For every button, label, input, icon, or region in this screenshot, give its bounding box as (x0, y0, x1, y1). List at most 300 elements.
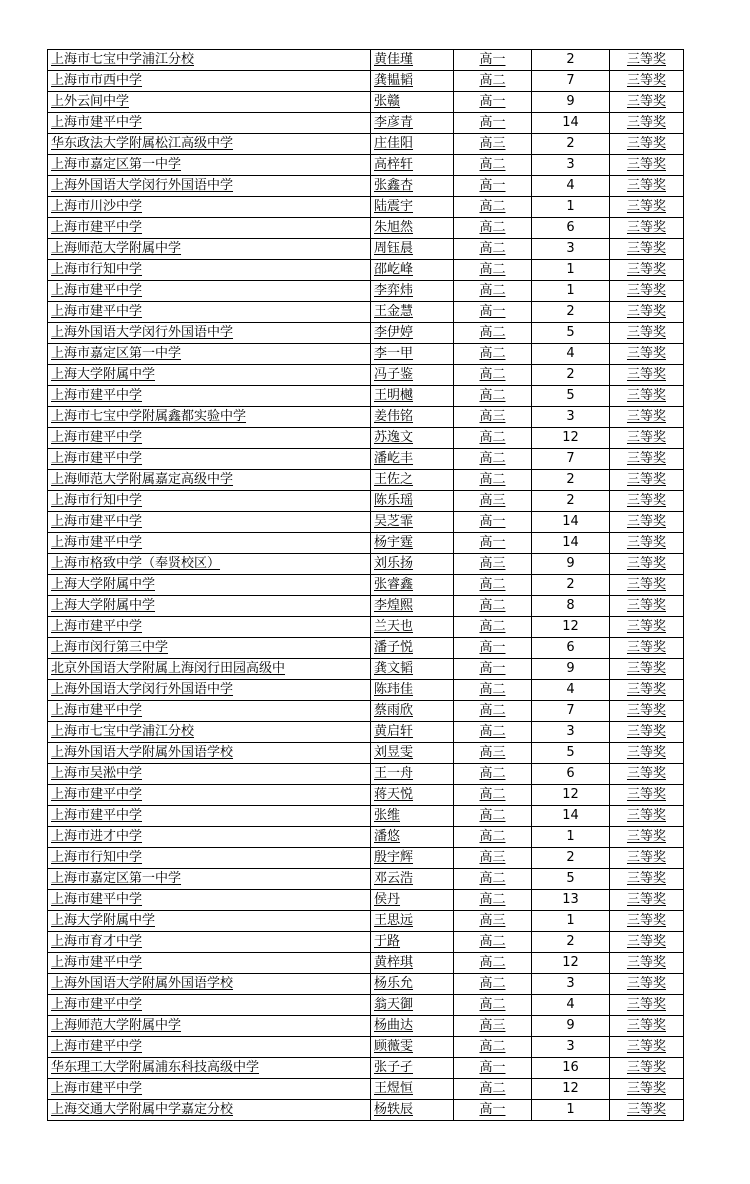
table-row (48, 638, 684, 659)
score-cell: 7 (532, 71, 610, 92)
grade-cell: 高二 (454, 323, 532, 344)
award-cell: 三等奖 (610, 1037, 684, 1058)
award-cell: 三等奖 (610, 617, 684, 638)
score-cell: 1 (532, 1100, 610, 1121)
school-cell: 上海市七宝中学附属鑫都实验中学 (48, 407, 371, 428)
table-row (48, 659, 684, 680)
award-cell: 三等奖 (610, 407, 684, 428)
score-cell: 4 (532, 995, 610, 1016)
award-cell: 三等奖 (610, 932, 684, 953)
table-row (48, 1016, 684, 1037)
school-cell: 上海外国语大学附属外国语学校 (48, 974, 371, 995)
score-cell: 3 (532, 1037, 610, 1058)
grade-cell: 高二 (454, 596, 532, 617)
award-cell: 三等奖 (610, 575, 684, 596)
school-cell: 上海市闵行第三中学 (48, 638, 371, 659)
table-row (48, 680, 684, 701)
grade-cell: 高一 (454, 1100, 532, 1121)
student-name-cell: 王煜恒 (371, 1079, 454, 1100)
school-cell: 华东政法大学附属松江高级中学 (48, 134, 371, 155)
award-cell: 三等奖 (610, 680, 684, 701)
school-cell: 上海市建平中学 (48, 218, 371, 239)
award-cell: 三等奖 (610, 1100, 684, 1121)
student-name-cell: 庄佳阳 (371, 134, 454, 155)
grade-cell: 高二 (454, 974, 532, 995)
grade-cell: 高二 (454, 827, 532, 848)
award-cell: 三等奖 (610, 365, 684, 386)
award-cell: 三等奖 (610, 197, 684, 218)
student-name-cell: 兰天也 (371, 617, 454, 638)
table-row (48, 134, 684, 155)
student-name-cell: 侯丹 (371, 890, 454, 911)
score-cell: 3 (532, 407, 610, 428)
grade-cell: 高二 (454, 869, 532, 890)
student-name-cell: 杨轶辰 (371, 1100, 454, 1121)
score-cell: 2 (532, 50, 610, 71)
student-name-cell: 杨乐允 (371, 974, 454, 995)
school-cell: 上海市建平中学 (48, 785, 371, 806)
student-name-cell: 翁天御 (371, 995, 454, 1016)
grade-cell: 高二 (454, 344, 532, 365)
award-cell: 三等奖 (610, 596, 684, 617)
school-cell: 上海交通大学附属中学嘉定分校 (48, 1100, 371, 1121)
table-row (48, 449, 684, 470)
award-cell: 三等奖 (610, 113, 684, 134)
grade-cell: 高二 (454, 449, 532, 470)
table-row (48, 869, 684, 890)
student-name-cell: 张睿鑫 (371, 575, 454, 596)
grade-cell: 高三 (454, 1016, 532, 1037)
student-name-cell: 蒋天悦 (371, 785, 454, 806)
score-cell: 13 (532, 890, 610, 911)
school-cell: 上海市建平中学 (48, 806, 371, 827)
table-row (48, 890, 684, 911)
grade-cell: 高三 (454, 848, 532, 869)
table-row (48, 176, 684, 197)
table-row (48, 239, 684, 260)
award-cell: 三等奖 (610, 722, 684, 743)
score-cell: 5 (532, 323, 610, 344)
award-cell: 三等奖 (610, 50, 684, 71)
score-cell: 7 (532, 449, 610, 470)
table-row (48, 554, 684, 575)
grade-cell: 高二 (454, 260, 532, 281)
student-name-cell: 张子孑 (371, 1058, 454, 1079)
award-cell: 三等奖 (610, 995, 684, 1016)
award-cell: 三等奖 (610, 848, 684, 869)
score-cell: 9 (532, 554, 610, 575)
grade-cell: 高二 (454, 995, 532, 1016)
student-name-cell: 龚韫韬 (371, 71, 454, 92)
award-cell: 三等奖 (610, 1058, 684, 1079)
grade-cell: 高二 (454, 1079, 532, 1100)
grade-cell: 高三 (454, 134, 532, 155)
student-name-cell: 刘昱雯 (371, 743, 454, 764)
student-name-cell: 杨曲达 (371, 1016, 454, 1037)
award-cell: 三等奖 (610, 533, 684, 554)
student-name-cell: 顾薇雯 (371, 1037, 454, 1058)
school-cell: 上海师范大学附属嘉定高级中学 (48, 470, 371, 491)
award-cell: 三等奖 (610, 470, 684, 491)
table-row (48, 827, 684, 848)
award-cell: 三等奖 (610, 806, 684, 827)
school-cell: 上海市建平中学 (48, 1079, 371, 1100)
award-cell: 三等奖 (610, 953, 684, 974)
table-row (48, 71, 684, 92)
award-cell: 三等奖 (610, 974, 684, 995)
score-cell: 12 (532, 785, 610, 806)
school-cell: 北京外国语大学附属上海闵行田园高级中 (48, 659, 371, 680)
award-cell: 三等奖 (610, 323, 684, 344)
grade-cell: 高二 (454, 428, 532, 449)
table-row (48, 596, 684, 617)
school-cell: 上海师范大学附属中学 (48, 239, 371, 260)
table-row (48, 281, 684, 302)
award-cell: 三等奖 (610, 785, 684, 806)
table-row (48, 575, 684, 596)
student-name-cell: 陈乐瑶 (371, 491, 454, 512)
score-cell: 2 (532, 134, 610, 155)
table-row (48, 428, 684, 449)
school-cell: 上海市行知中学 (48, 848, 371, 869)
school-cell: 上海市川沙中学 (48, 197, 371, 218)
score-cell: 7 (532, 701, 610, 722)
table-row (48, 365, 684, 386)
school-cell: 上海大学附属中学 (48, 575, 371, 596)
student-name-cell: 邵屹峰 (371, 260, 454, 281)
score-cell: 5 (532, 869, 610, 890)
score-cell: 4 (532, 344, 610, 365)
table-row (48, 974, 684, 995)
table-row (48, 344, 684, 365)
student-name-cell: 于路 (371, 932, 454, 953)
award-cell: 三等奖 (610, 512, 684, 533)
student-name-cell: 高梓轩 (371, 155, 454, 176)
award-cell: 三等奖 (610, 71, 684, 92)
school-cell: 上海市建平中学 (48, 302, 371, 323)
student-name-cell: 吴芝霏 (371, 512, 454, 533)
table-row (48, 617, 684, 638)
score-cell: 9 (532, 659, 610, 680)
table-row (48, 491, 684, 512)
score-cell: 14 (532, 512, 610, 533)
grade-cell: 高二 (454, 764, 532, 785)
grade-cell: 高二 (454, 155, 532, 176)
student-name-cell: 王一舟 (371, 764, 454, 785)
score-cell: 1 (532, 911, 610, 932)
grade-cell: 高二 (454, 701, 532, 722)
award-cell: 三等奖 (610, 890, 684, 911)
award-cell: 三等奖 (610, 344, 684, 365)
table-row (48, 701, 684, 722)
score-cell: 14 (532, 806, 610, 827)
grade-cell: 高一 (454, 113, 532, 134)
table-row (48, 470, 684, 491)
award-cell: 三等奖 (610, 134, 684, 155)
school-cell: 上海市建平中学 (48, 701, 371, 722)
student-name-cell: 王金慧 (371, 302, 454, 323)
student-name-cell: 姜伟铭 (371, 407, 454, 428)
student-name-cell: 潘子悦 (371, 638, 454, 659)
student-name-cell: 龚文韬 (371, 659, 454, 680)
score-cell: 12 (532, 617, 610, 638)
table-row (48, 218, 684, 239)
table-row (48, 911, 684, 932)
award-cell: 三等奖 (610, 491, 684, 512)
school-cell: 上海市嘉定区第一中学 (48, 155, 371, 176)
school-cell: 上海市建平中学 (48, 890, 371, 911)
grade-cell: 高二 (454, 575, 532, 596)
grade-cell: 高二 (454, 932, 532, 953)
grade-cell: 高二 (454, 365, 532, 386)
score-cell: 6 (532, 218, 610, 239)
table-row (48, 302, 684, 323)
school-cell: 上海市嘉定区第一中学 (48, 344, 371, 365)
table-row (48, 50, 684, 71)
student-name-cell: 刘乐扬 (371, 554, 454, 575)
school-cell: 上海大学附属中学 (48, 365, 371, 386)
student-name-cell: 邓云浩 (371, 869, 454, 890)
grade-cell: 高三 (454, 911, 532, 932)
school-cell: 上海市建平中学 (48, 1037, 371, 1058)
award-cell: 三等奖 (610, 827, 684, 848)
table-row (48, 155, 684, 176)
grade-cell: 高三 (454, 554, 532, 575)
score-cell: 9 (532, 92, 610, 113)
student-name-cell: 黄启轩 (371, 722, 454, 743)
grade-cell: 高二 (454, 785, 532, 806)
grade-cell: 高一 (454, 659, 532, 680)
score-cell: 14 (532, 113, 610, 134)
score-cell: 2 (532, 491, 610, 512)
school-cell: 上海市七宝中学浦江分校 (48, 50, 371, 71)
grade-cell: 高一 (454, 1058, 532, 1079)
student-name-cell: 张鑫杏 (371, 176, 454, 197)
award-cell: 三等奖 (610, 281, 684, 302)
school-cell: 上海市建平中学 (48, 428, 371, 449)
table-row (48, 113, 684, 134)
table-row (48, 92, 684, 113)
award-cell: 三等奖 (610, 911, 684, 932)
award-cell: 三等奖 (610, 239, 684, 260)
student-name-cell: 李煌熙 (371, 596, 454, 617)
award-cell: 三等奖 (610, 155, 684, 176)
school-cell: 上海市建平中学 (48, 113, 371, 134)
school-cell: 上海市七宝中学浦江分校 (48, 722, 371, 743)
grade-cell: 高二 (454, 470, 532, 491)
score-cell: 12 (532, 953, 610, 974)
award-cell: 三等奖 (610, 386, 684, 407)
score-cell: 2 (532, 470, 610, 491)
student-name-cell: 潘悠 (371, 827, 454, 848)
school-cell: 上海外国语大学闵行外国语中学 (48, 176, 371, 197)
score-cell: 5 (532, 743, 610, 764)
award-cell: 三等奖 (610, 554, 684, 575)
score-cell: 3 (532, 239, 610, 260)
school-cell: 上海师范大学附属中学 (48, 1016, 371, 1037)
table-row (48, 1100, 684, 1121)
award-cell: 三等奖 (610, 449, 684, 470)
table-row (48, 386, 684, 407)
school-cell: 上海市建平中学 (48, 995, 371, 1016)
school-cell: 上海大学附属中学 (48, 911, 371, 932)
table-row (48, 953, 684, 974)
score-cell: 16 (532, 1058, 610, 1079)
grade-cell: 高二 (454, 71, 532, 92)
award-cell: 三等奖 (610, 92, 684, 113)
student-name-cell: 李弈炜 (371, 281, 454, 302)
table-row (48, 260, 684, 281)
school-cell: 上海外国语大学闵行外国语中学 (48, 680, 371, 701)
student-name-cell: 陈玮佳 (371, 680, 454, 701)
school-cell: 上海大学附属中学 (48, 596, 371, 617)
grade-cell: 高二 (454, 281, 532, 302)
school-cell: 上海市嘉定区第一中学 (48, 869, 371, 890)
score-cell: 1 (532, 260, 610, 281)
grade-cell: 高三 (454, 407, 532, 428)
score-cell: 5 (532, 386, 610, 407)
table-row (48, 1058, 684, 1079)
student-name-cell: 李彦青 (371, 113, 454, 134)
grade-cell: 高二 (454, 680, 532, 701)
score-cell: 3 (532, 974, 610, 995)
student-name-cell: 黄佳瑾 (371, 50, 454, 71)
student-name-cell: 王明樾 (371, 386, 454, 407)
award-cell: 三等奖 (610, 1016, 684, 1037)
student-name-cell: 周钰晨 (371, 239, 454, 260)
score-cell: 2 (532, 365, 610, 386)
table-row (48, 407, 684, 428)
table-row (48, 764, 684, 785)
results-table (47, 49, 684, 1121)
grade-cell: 高二 (454, 239, 532, 260)
grade-cell: 高二 (454, 890, 532, 911)
school-cell: 上海市建平中学 (48, 617, 371, 638)
score-cell: 9 (532, 1016, 610, 1037)
student-name-cell: 李一甲 (371, 344, 454, 365)
student-name-cell: 苏逸文 (371, 428, 454, 449)
grade-cell: 高二 (454, 617, 532, 638)
grade-cell: 高三 (454, 491, 532, 512)
award-cell: 三等奖 (610, 260, 684, 281)
school-cell: 上海市建平中学 (48, 953, 371, 974)
table-row (48, 785, 684, 806)
score-cell: 2 (532, 932, 610, 953)
school-cell: 上海市建平中学 (48, 386, 371, 407)
score-cell: 1 (532, 827, 610, 848)
table-row (48, 197, 684, 218)
school-cell: 上海市建平中学 (48, 533, 371, 554)
student-name-cell: 杨宇霆 (371, 533, 454, 554)
grade-cell: 高一 (454, 512, 532, 533)
student-name-cell: 陆震宇 (371, 197, 454, 218)
score-cell: 12 (532, 428, 610, 449)
school-cell: 上海市建平中学 (48, 449, 371, 470)
grade-cell: 高二 (454, 953, 532, 974)
student-name-cell: 王思远 (371, 911, 454, 932)
grade-cell: 高二 (454, 1037, 532, 1058)
student-name-cell: 殷宇辉 (371, 848, 454, 869)
student-name-cell: 黄梓琪 (371, 953, 454, 974)
award-cell: 三等奖 (610, 764, 684, 785)
school-cell: 上海市行知中学 (48, 260, 371, 281)
school-cell: 上外云间中学 (48, 92, 371, 113)
table-row (48, 512, 684, 533)
award-cell: 三等奖 (610, 659, 684, 680)
award-cell: 三等奖 (610, 1079, 684, 1100)
award-cell: 三等奖 (610, 218, 684, 239)
score-cell: 3 (532, 155, 610, 176)
school-cell: 上海市育才中学 (48, 932, 371, 953)
table-row (48, 848, 684, 869)
results-table-body (48, 50, 684, 1121)
score-cell: 4 (532, 680, 610, 701)
score-cell: 8 (532, 596, 610, 617)
grade-cell: 高二 (454, 806, 532, 827)
grade-cell: 高二 (454, 386, 532, 407)
school-cell: 上海市建平中学 (48, 512, 371, 533)
award-cell: 三等奖 (610, 743, 684, 764)
table-row (48, 932, 684, 953)
award-cell: 三等奖 (610, 302, 684, 323)
grade-cell: 高一 (454, 533, 532, 554)
student-name-cell: 蔡雨欣 (371, 701, 454, 722)
grade-cell: 高一 (454, 50, 532, 71)
award-cell: 三等奖 (610, 428, 684, 449)
grade-cell: 高二 (454, 218, 532, 239)
school-cell: 上海市市西中学 (48, 71, 371, 92)
table-row (48, 743, 684, 764)
award-cell: 三等奖 (610, 638, 684, 659)
score-cell: 3 (532, 722, 610, 743)
award-cell: 三等奖 (610, 176, 684, 197)
student-name-cell: 李伊婷 (371, 323, 454, 344)
score-cell: 2 (532, 575, 610, 596)
table-row (48, 995, 684, 1016)
grade-cell: 高一 (454, 638, 532, 659)
school-cell: 上海外国语大学附属外国语学校 (48, 743, 371, 764)
student-name-cell: 冯子鉴 (371, 365, 454, 386)
table-row (48, 1037, 684, 1058)
grade-cell: 高一 (454, 302, 532, 323)
table-row (48, 806, 684, 827)
table-row (48, 1079, 684, 1100)
grade-cell: 高三 (454, 743, 532, 764)
score-cell: 4 (532, 176, 610, 197)
grade-cell: 高二 (454, 722, 532, 743)
score-cell: 1 (532, 281, 610, 302)
school-cell: 上海外国语大学闵行外国语中学 (48, 323, 371, 344)
score-cell: 2 (532, 848, 610, 869)
school-cell: 上海市格致中学（奉贤校区） (48, 554, 371, 575)
student-name-cell: 张赣 (371, 92, 454, 113)
table-row (48, 323, 684, 344)
award-cell: 三等奖 (610, 701, 684, 722)
grade-cell: 高二 (454, 197, 532, 218)
grade-cell: 高一 (454, 92, 532, 113)
student-name-cell: 潘屹丰 (371, 449, 454, 470)
award-cell: 三等奖 (610, 869, 684, 890)
table-row (48, 533, 684, 554)
student-name-cell: 王佐之 (371, 470, 454, 491)
student-name-cell: 朱旭然 (371, 218, 454, 239)
grade-cell: 高一 (454, 176, 532, 197)
student-name-cell: 张维 (371, 806, 454, 827)
school-cell: 上海市建平中学 (48, 281, 371, 302)
score-cell: 2 (532, 302, 610, 323)
school-cell: 上海市行知中学 (48, 491, 371, 512)
score-cell: 1 (532, 197, 610, 218)
